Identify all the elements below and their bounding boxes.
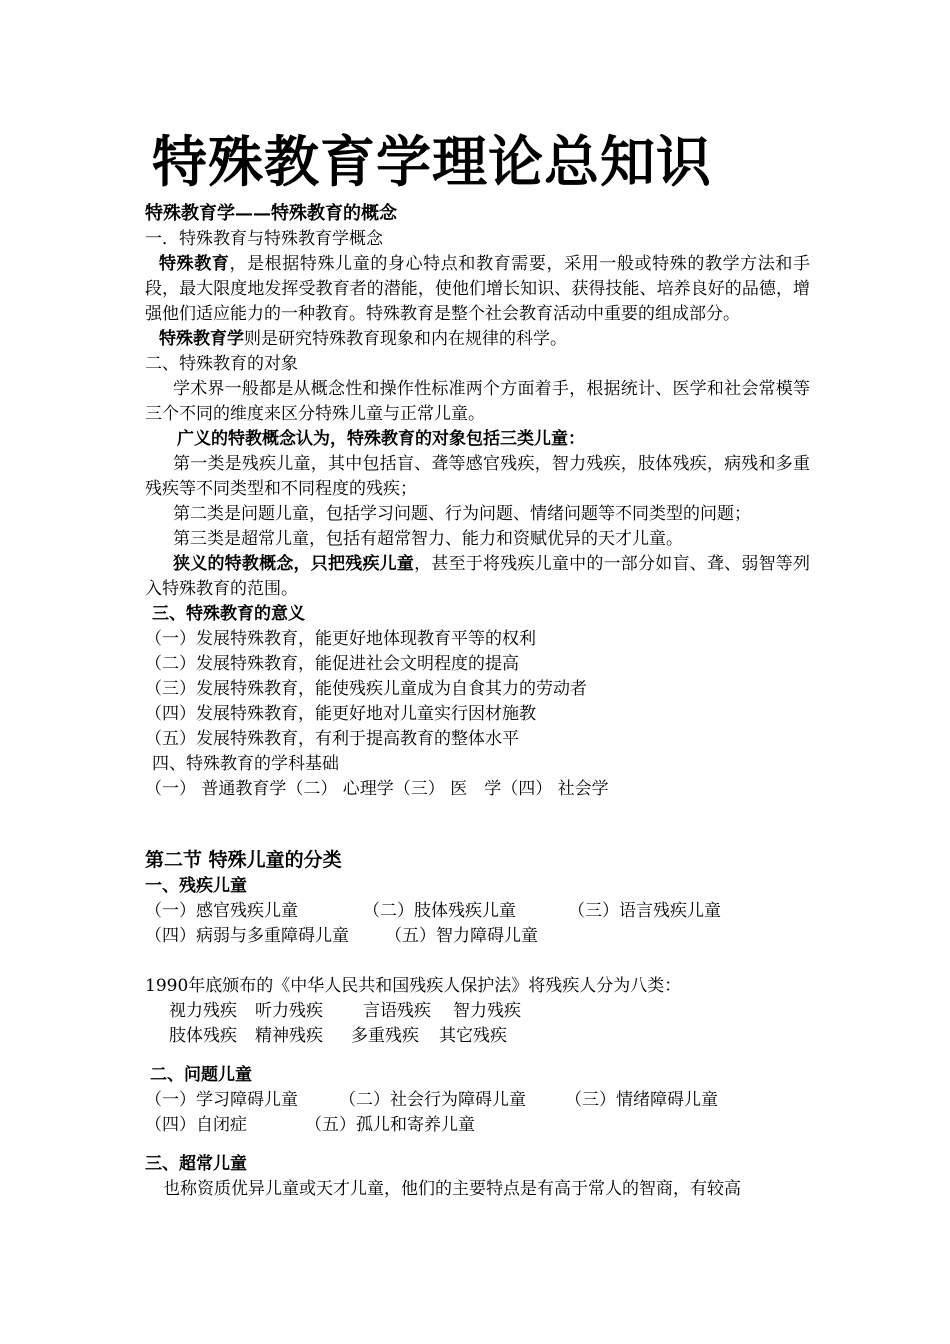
- category-row: [145, 899, 810, 924]
- category-item: 智力残疾: [453, 1001, 521, 1021]
- paragraph: 1990年底颁布的《中华人民共和国残疾人保护法》将残疾人分为八类：: [145, 976, 682, 996]
- paragraph-text: ，甚至于将残疾儿童中的一部分如盲、聋、弱智等列入特殊教育的范围。: [145, 554, 811, 599]
- list-item: （五）发展特殊教育，有利于提高教育的整体水平: [145, 729, 519, 749]
- definition-term: 特殊教育学: [159, 329, 244, 349]
- subsection-heading: 二、特殊教育的对象: [145, 354, 298, 374]
- category-row: [145, 1088, 810, 1113]
- section-classification: [145, 846, 810, 1202]
- category-item: （三）语言残疾儿童: [568, 901, 721, 921]
- definition-text: ，是根据特殊儿童的身心特点和教育需要，采用一般或特殊的教学方法和手段，最大限度地发挥受教育者的潜能，使他们增长知识、获得技能、培养良好的品德，增强他们适应能力的一种教育。特殊教育是整个社会教育活动中重要的组成部分。: [145, 254, 811, 324]
- category-item: （三）情绪障碍儿童: [565, 1090, 718, 1110]
- subsection-heading: 四、特殊教育的学科基础: [152, 754, 339, 774]
- category-item: （一）学习障碍儿童: [145, 1090, 298, 1110]
- definition-paragraph: [145, 252, 810, 327]
- list-item: （一） 普通教育学（二） 心理学（三） 医 学（四） 社会学: [145, 779, 609, 799]
- list-item: （二）发展特殊教育，能促进社会文明程度的提高: [145, 654, 519, 674]
- bold-paragraph: 广义的特教概念认为，特殊教育的对象包括三类儿童：: [177, 429, 585, 449]
- spacer: [145, 1049, 810, 1063]
- category-item: （四）自闭症: [145, 1115, 247, 1135]
- category-row: [145, 924, 810, 949]
- page-title: 特殊教育学理论总知识: [152, 130, 713, 194]
- paragraph: [145, 552, 810, 602]
- category-item: 多重残疾: [351, 1026, 419, 1046]
- category-item: （四）病弱与多重障碍儿童: [145, 926, 349, 946]
- category-item: 视力残疾: [169, 1001, 237, 1021]
- list-item: （一）发展特殊教育，能更好地体现教育平等的权利: [145, 629, 536, 649]
- spacer: [145, 949, 810, 974]
- category-item: 精神残疾: [255, 1026, 323, 1046]
- category-item: 其它残疾: [439, 1026, 507, 1046]
- bold-phrase: 狭义的特教概念，只把残疾儿童: [173, 554, 415, 574]
- paragraph: 第二类是问题儿童，包括学习问题、行为问题、情绪问题等不同类型的问题；: [173, 504, 751, 524]
- category-item: 肢体残疾: [169, 1026, 237, 1046]
- section-concept: [145, 201, 810, 802]
- category-item: 言语残疾: [363, 1001, 431, 1021]
- category-item: （五）智力障碍儿童: [385, 926, 538, 946]
- subsection-heading: 三、超常儿童: [145, 1154, 247, 1174]
- subsection-heading: 二、问题儿童: [150, 1065, 252, 1085]
- spacer: [145, 1138, 810, 1152]
- category-item: （五）孤儿和寄养儿童: [305, 1115, 475, 1135]
- category-row: [145, 1113, 810, 1138]
- paragraph: 也称资质优异儿童或天才儿童，他们的主要特点是有高于常人的智商，有较高: [163, 1179, 741, 1199]
- section-heading: 特殊教育学——特殊教育的概念: [145, 203, 397, 224]
- paragraph: 第一类是残疾儿童，其中包括盲、聋等感官残疾，智力残疾，肢体残疾，病残和多重残疾等不同类型和不同程度的残疾；: [145, 454, 810, 499]
- definition-text: 则是研究特殊教育现象和内在规律的科学。: [244, 329, 567, 349]
- category-item: 听力残疾: [255, 1001, 323, 1021]
- definition-term: 特殊教育: [159, 254, 230, 274]
- paragraph: 第三类是超常儿童，包括有超常智力、能力和资赋优异的天才儿童。: [173, 529, 683, 549]
- category-item: （一）感官残疾儿童: [145, 901, 298, 921]
- subsection-heading: 一、残疾儿童: [145, 876, 247, 896]
- paragraph: 学术界一般都是从概念性和操作性标准两个方面着手，根据统计、医学和社会常模等三个不同的维度来区分特殊儿童与正常儿童。: [145, 379, 810, 424]
- subsection-heading: 三、特殊教育的意义: [152, 604, 305, 624]
- definition-paragraph: [145, 327, 810, 352]
- category-row: [145, 1024, 810, 1049]
- category-item: （二）社会行为障碍儿童: [339, 1090, 526, 1110]
- category-row: [145, 999, 810, 1024]
- list-item: （三）发展特殊教育，能使残疾儿童成为自食其力的劳动者: [145, 679, 587, 699]
- category-item: （二）肢体残疾儿童: [363, 901, 516, 921]
- section-heading: 第二节 特殊儿童的分类: [145, 849, 342, 871]
- list-item: （四）发展特殊教育，能更好地对儿童实行因材施教: [145, 704, 536, 724]
- subsection-heading: 一．特殊教育与特殊教育学概念: [145, 229, 383, 249]
